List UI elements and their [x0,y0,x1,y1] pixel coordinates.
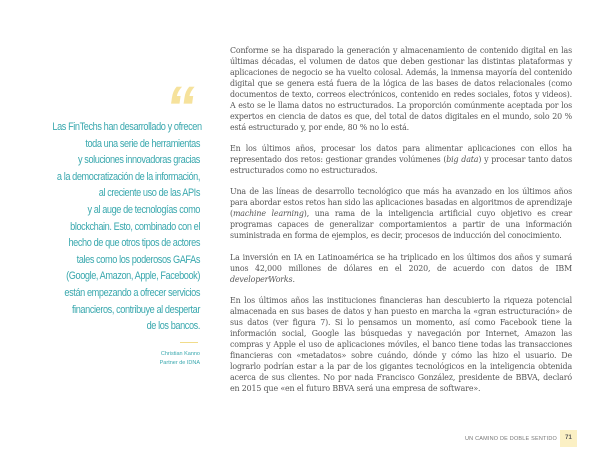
running-footer-title: UN CAMINO DE DOBLE SENTIDO [465,436,557,442]
page-number: 71 [560,430,577,447]
emphasis: big data [446,155,479,165]
pull-quote-line: de los bancos. [146,320,200,333]
text-run: ) y procesar tanto datos estructurados como no estructurados. [230,155,572,176]
quote-mark-icon: “ [161,74,201,141]
pull-quote-line: y al auge de tecnologías como [87,203,200,216]
text-run: Una de las líneas de desarrollo tecnológico que más ha avanzado en los últimos años para abordar estos retos han sido las aplicaciones basadas en algoritmos de aprendizaje ( [230,187,572,219]
pull-quote-line: (Google, Amazon, Apple, Facebook) [66,270,201,283]
pull-quote-line: blockchain. Esto, combinado con el [70,220,200,233]
pull-quote-line: y soluciones innovadoras gracias [77,154,200,167]
pull-quote-line: tales como los poderosos GAFAs [76,253,200,266]
quote-divider [180,342,198,343]
paragraph: En los últimos años las instituciones financieras han descubierto la riqueza potencial almacenada en sus bases de datos y han puesto en marcha la «gran estructuración» de sus datos (ver figura 7). Si lo pensamos un momento, así como Facebook tiene la información social, Google las búsquedas y navegación por Internet, Amazon las compras y Apple el uso de aplicaciones móviles, el banco tiene todas las transacciones financieras con «metadatos» sobre cuándo, dónde y cómo las hizo el usuario. De lograrlo podrían estar a la par de los gigantes tecnológicos en la inteligencia obtenida acerca de sus clientes. No por nada Francisco González, presidente de BBVA, declaró en 2015 que «en el futuro BBVA será una empresa de software». [230,296,572,393]
pull-quote-line: al creciente uso de las APIs [98,187,200,200]
text-run: ), una rama de la inteligencia artificial cuyo objetivo es crear programas capaces de generalizar comportamientos a partir de una información suministrada en forma de ejemplos, es decir, procesos de inducción del conocimiento. [230,209,572,241]
paragraph [230,253,572,286]
paragraph [230,144,572,177]
pull-quote-line: hecho de que otros tipos de actores [68,237,200,250]
emphasis: developerWorks [230,274,293,284]
pull-quote-line: toda una serie de herramientas [85,137,200,150]
pull-quote-line: a la democratización de la información, [56,170,200,183]
pull-quote [52,119,200,335]
quote-author-role: Partner de IDNA [159,360,200,366]
emphasis: machine learning [232,209,304,219]
paragraph: Conforme se ha disparado la generación y almacenamiento de contenido digital en las últimas décadas, el volumen de datos que deben gestionar las distintas plataformas y aplicaciones de negocio se ha vuelto colosal. Además, la inmensa mayoría del contenido digital que se genera está fuera de la lógica de las bases de datos relacionales (como documentos de texto, correos electrónicos, contenido en redes sociales, fotos y videos). A esto se le llama datos no estructurados. La proporción comúnmente aceptada por los expertos en ciencia de datos es que, del total de datos digitales en el mundo, solo 20 % está estructurado y, por ende, 80 % no lo está. [230,46,572,132]
pull-quote-line: están empezando a ofrecer servicios [64,286,200,299]
text-run: En los últimos años, procesar los datos para alimentar aplicaciones con ellos ha representado dos retos: gestionar grandes volúmenes ( [230,144,572,165]
paragraph [230,187,572,242]
pull-quote-line: financieros, contribuye al despertar [71,303,200,316]
pull-quote-line: Las FinTechs han desarrollado y ofrecen [52,121,202,133]
body-text [230,46,572,405]
text-run: . [292,274,295,284]
text-run: La inversión en IA en Latinoamérica se ha triplicado en los últimos dos años y sumará unos 42,000 millones de dólares en el 2020, de acuerdo con datos de IBM [230,252,572,273]
quote-author: Christian Kanno [160,351,200,357]
